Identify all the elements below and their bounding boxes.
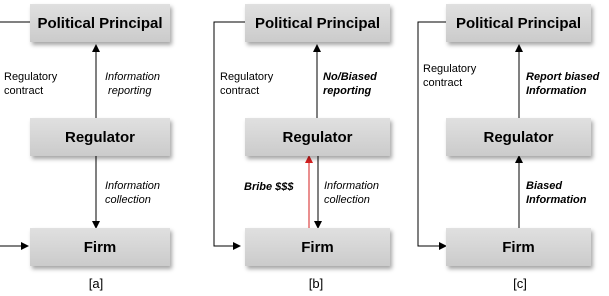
reporting-label-line2: reporting [105, 85, 152, 97]
collection-label [105, 179, 160, 207]
reporting-label-line1: No/Biased [323, 71, 377, 83]
regulator-box: Regulator [446, 118, 591, 156]
contract-label-line1: Regulatory [423, 63, 477, 75]
political-principal-box: Political Principal [446, 4, 591, 42]
contract-label-line1: Regulatory [220, 71, 274, 83]
collection-label-line1: Information [105, 180, 161, 192]
panel-caption: [a] [88, 276, 104, 291]
contract-label [220, 70, 273, 98]
regulator-box: Regulator [30, 118, 170, 156]
reporting-label [323, 70, 377, 98]
reporting-label-line1: Report biased [526, 71, 600, 83]
contract-label-line2: contract [423, 77, 463, 89]
contract-label-line2: contract [4, 85, 44, 97]
collection-label-line2: collection [324, 194, 370, 206]
biased-information-line1: Biased [526, 180, 563, 192]
collection-label-line1: Information [324, 180, 380, 192]
panel-caption: [b] [308, 276, 324, 291]
regulator-box: Regulator [245, 118, 390, 156]
firm-box: Firm [30, 228, 170, 266]
firm-box: Firm [245, 228, 390, 266]
contract-label-line2: contract [220, 85, 260, 97]
bribe-label: Bribe $$$ [244, 181, 294, 193]
reporting-label [105, 70, 160, 98]
biased-information-line2: Information [526, 194, 587, 206]
panel-caption: [c] [513, 276, 527, 291]
collection-label-line2: collection [105, 194, 151, 206]
reporting-label-line2: Information [526, 85, 587, 97]
contract-label-line1: Regulatory [4, 71, 58, 83]
contract-label [423, 62, 476, 90]
reporting-label-line2: reporting [323, 85, 372, 97]
reporting-label-line1: Information [105, 71, 161, 83]
reporting-label [526, 70, 599, 98]
firm-box: Firm [446, 228, 591, 266]
contract-label [4, 70, 57, 98]
political-principal-box: Political Principal [245, 4, 390, 42]
collection-label [324, 179, 379, 207]
biased-information-label [526, 179, 587, 207]
political-principal-box: Political Principal [30, 4, 170, 42]
